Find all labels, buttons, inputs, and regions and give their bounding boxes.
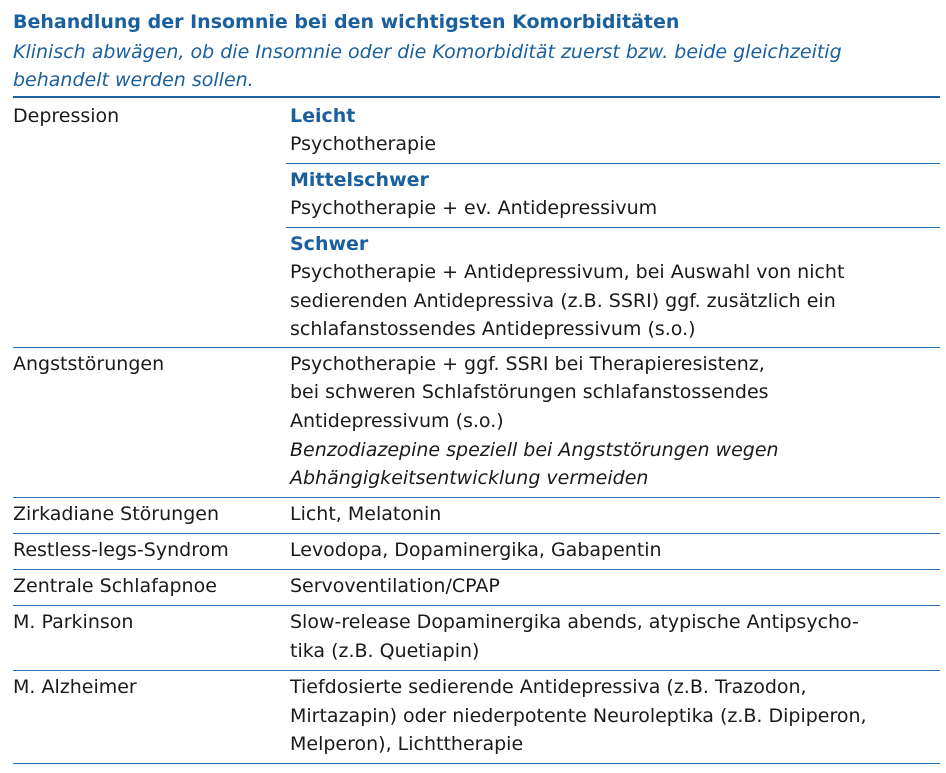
schlafapnoe-line: Servoventilation/CPAP: [290, 575, 500, 597]
angst-warning-line: Abhängigkeitsentwicklung vermeiden: [290, 467, 649, 489]
depression-heading-schwer: Schwer: [290, 233, 369, 255]
table-subtitle: Klinisch abwägen, ob die Insomnie oder die Komorbidität zuerst bzw. beide gleichzeitig behandelt werden sollen.: [13, 41, 842, 91]
subrow-divider: [286, 227, 940, 228]
restless-legs-line: Levodopa, Dopaminergika, Gabapentin: [290, 539, 662, 561]
row-divider: [13, 533, 940, 534]
alzheimer-line: Tiefdosierte sedierende Antidepressiva (z.B. Trazodon,: [290, 676, 807, 698]
subrow-divider: [286, 163, 940, 164]
angst-line: Psychotherapie + ggf. SSRI bei Therapieresistenz,: [290, 353, 765, 375]
depression-line: Psychotherapie + Antidepressivum, bei Auswahl von nicht: [290, 261, 845, 283]
row-label-alzheimer: M. Alzheimer: [13, 676, 137, 698]
row-divider: [13, 347, 940, 348]
angst-warning-line: Benzodiazepine speziell bei Angststörungen wegen: [290, 439, 779, 461]
zirkadian-line: Licht, Melatonin: [290, 503, 442, 525]
row-divider: [13, 605, 940, 606]
row-label-zentrale-schlafapnoe: Zentrale Schlafapnoe: [13, 575, 217, 597]
table-title: Behandlung der Insomnie bei den wichtigsten Komorbiditäten: [13, 11, 680, 33]
depression-heading-leicht: Leicht: [290, 105, 356, 127]
row-label-depression: Depression: [13, 105, 120, 127]
parkinson-line: Slow-release Dopaminergika abends, atypische Antipsycho-: [290, 611, 859, 633]
depression-line: schlafanstossendes Antidepressivum (s.o.): [290, 318, 696, 340]
row-divider: [13, 569, 940, 570]
row-label-zirkadiane-stoerungen: Zirkadiane Störungen: [13, 503, 219, 525]
angst-line: bei schweren Schlafstörungen schlafanstossendes: [290, 381, 769, 403]
parkinson-line: tika (z.B. Quetiapin): [290, 640, 480, 662]
row-divider: [13, 670, 940, 671]
row-label-restless-legs: Restless-legs-Syndrom: [13, 539, 229, 561]
table-bottom-rule: [13, 763, 940, 764]
alzheimer-line: Mirtazapin) oder niederpotente Neuroleptika (z.B. Dipiperon,: [290, 705, 867, 727]
header-rule: [13, 96, 940, 98]
alzheimer-line: Melperon), Lichttherapie: [290, 733, 524, 755]
row-divider: [13, 497, 940, 498]
row-label-angststoerungen: Angststörungen: [13, 353, 165, 375]
depression-line: Psychotherapie + ev. Antidepressivum: [290, 197, 658, 219]
depression-line: sedierenden Antidepressiva (z.B. SSRI) ggf. zusätzlich ein: [290, 290, 836, 312]
angst-line: Antidepressivum (s.o.): [290, 410, 504, 432]
depression-heading-mittelschwer: Mittelschwer: [290, 169, 429, 191]
depression-line: Psychotherapie: [290, 133, 437, 155]
row-label-parkinson: M. Parkinson: [13, 611, 134, 633]
